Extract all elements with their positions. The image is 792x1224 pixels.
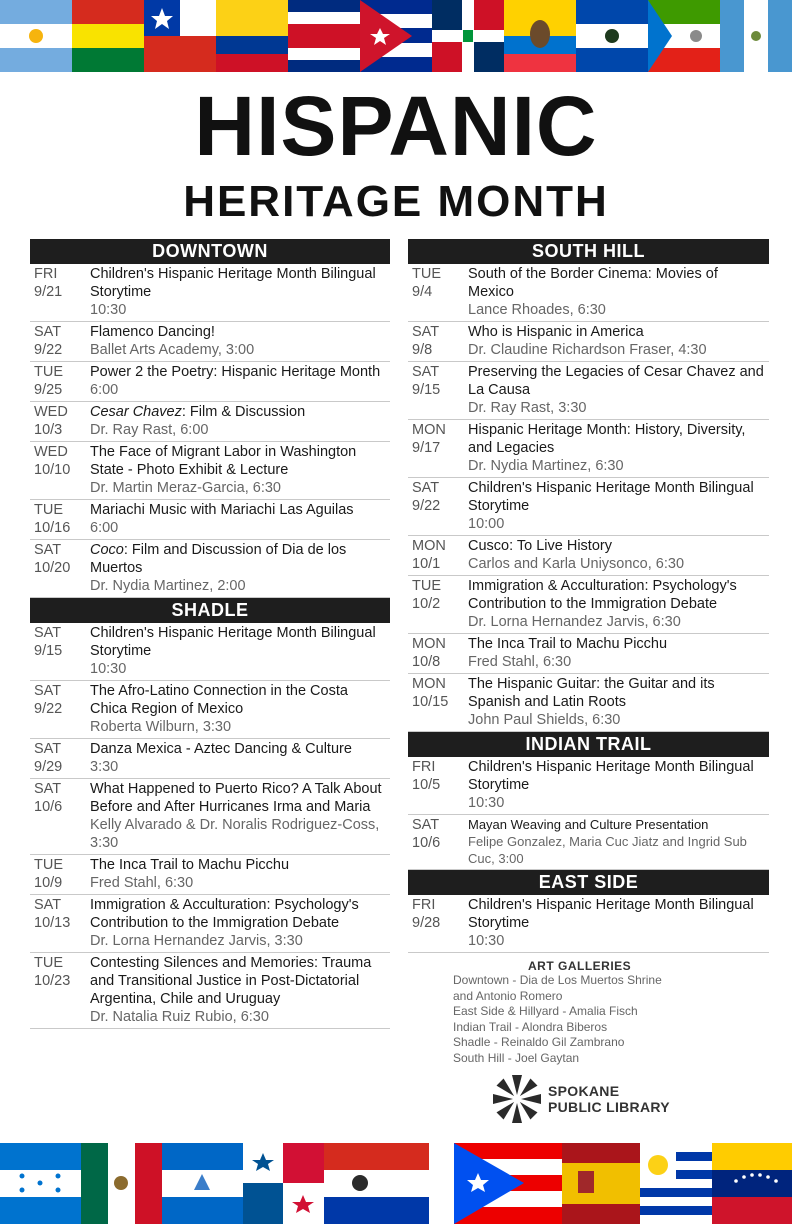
event-day: WED [34,444,68,460]
event-day: SAT [412,480,440,496]
event-date [30,403,90,439]
flag-el-salvador [576,0,648,72]
event-row [408,895,769,953]
event-title [90,856,388,874]
event-title-text: Children's Hispanic Heritage Month Bilingual Storytime [90,266,376,300]
event-body [468,323,769,359]
event-details: 10:00 [468,516,505,532]
event-details: Dr. Lorna Hernandez Jarvis, 6:30 [468,614,681,630]
event-body [468,577,769,631]
event-body [90,443,390,497]
event-date [408,421,468,475]
event-title-text: What Happened to Puerto Rico? A Talk About Before and After Hurricanes Irma and Maria [90,781,382,815]
event-date-value: 10/9 [34,875,63,891]
event-details: Dr. Claudine Richardson Fraser, 4:30 [468,342,707,358]
event-title-text: The Hispanic Guitar: the Guitar and its Spanish and Latin Roots [468,676,715,710]
event-row [30,953,390,1029]
event-row [408,634,769,674]
event-date [408,537,468,573]
flag-venezuela [712,1143,792,1224]
event-date [408,758,468,812]
event-title-text: Cusco: To Live History [468,538,612,554]
event-row [30,500,390,540]
event-row [30,402,390,442]
page-title: HISPANIC [194,79,598,173]
section-indian-trail [408,732,769,870]
event-day: SAT [34,542,62,558]
event-title-text: Mayan Weaving and Culture Presentation [468,817,709,832]
event-row [30,623,390,681]
flag-dominican-republic [432,0,504,72]
event-row [408,322,769,362]
event-body [90,780,390,852]
right-column [408,239,769,1126]
event-date-value: 10/6 [34,799,63,815]
event-details: Carlos and Karla Uniysonco, 6:30 [468,556,685,572]
event-date-value: 9/29 [34,759,63,775]
gallery-item: South Hill - Joel Gaytan [453,1050,580,1065]
event-details: 10:30 [468,795,505,811]
event-title [468,363,767,399]
event-body [468,265,769,319]
event-details: Roberta Wilburn, 3:30 [90,719,232,735]
event-day: FRI [412,897,436,913]
event-row [30,855,390,895]
event-details: Kelly Alvarado & Dr. Noralis Rodriguez-Coss, 3:30 [90,817,380,851]
event-date [30,323,90,359]
event-details: Fred Stahl, 6:30 [90,875,194,891]
section-header-indian-trail: INDIAN TRAIL [408,732,769,757]
event-title [90,443,388,479]
event-day: SAT [412,324,440,340]
event-body [468,635,769,671]
event-date [408,323,468,359]
library-logo-icon [490,1072,544,1126]
event-title [90,624,388,660]
event-title-text: Children's Hispanic Heritage Month Bilingual Storytime [468,480,754,514]
event-title [468,537,767,555]
event-day: TUE [34,364,63,380]
event-body [90,954,390,1026]
flag-paraguay [324,1143,429,1224]
event-row [408,362,769,420]
event-date [30,501,90,537]
event-row [408,815,769,870]
flag-mexico [81,1143,162,1224]
event-date-value: 10/10 [34,462,71,478]
event-day: MON [412,676,446,692]
event-date-value: 10/15 [412,694,449,710]
event-details: Dr. Natalia Ruiz Rubio, 6:30 [90,1009,269,1025]
event-title [468,479,767,515]
event-date [408,577,468,631]
flag-panama [243,1143,324,1224]
gallery-item: Downtown - Dia de Los Muertos Shrine [453,973,662,987]
event-details: John Paul Shields, 6:30 [468,712,621,728]
event-title-text: Contesting Silences and Memories: Trauma and Transitional Justice in Post-Dictatorial Argentina, Chile and Uruguay [90,955,372,1007]
event-day: WED [34,404,68,420]
flag-nicaragua [162,1143,243,1224]
event-body [90,403,390,439]
event-title [468,577,767,613]
event-details: Dr. Martin Meraz-Garcia, 6:30 [90,480,281,496]
event-body [90,501,390,537]
gallery-item: Indian Trail - Alondra Biberos [453,1019,608,1034]
event-date [408,635,468,671]
event-details: 10:30 [90,661,127,677]
event-day: TUE [412,578,441,594]
event-row [30,362,390,402]
indian-trail-event-list [408,757,769,870]
event-title-text: The Inca Trail to Machu Picchu [90,857,290,873]
top-flag-strip [0,0,792,72]
event-date [30,541,90,595]
event-body [90,682,390,736]
event-title [90,954,388,1008]
event-day: TUE [34,955,63,971]
event-title [468,758,767,794]
library-name-line2: PUBLIC LIBRARY [548,1099,670,1115]
art-galleries [408,959,769,1066]
flag-equatorial-guinea [648,0,720,72]
event-title-text: Who is Hispanic in America [468,324,644,340]
event-date [30,896,90,950]
flag-colombia [216,0,288,72]
event-date-value: 10/16 [34,520,71,536]
event-title-text: The Inca Trail to Machu Picchu [468,636,668,652]
event-date-value: 10/23 [34,973,71,989]
event-title [90,403,388,421]
event-date [30,954,90,1026]
event-date [30,265,90,319]
event-row [408,420,769,478]
event-row [30,739,390,779]
event-date-value: 9/4 [412,284,433,300]
event-body [468,675,769,729]
event-date-value: 9/28 [412,915,441,931]
event-title [90,265,388,301]
event-title [468,635,767,653]
flag-honduras [0,1143,81,1224]
event-date-value: 9/22 [34,342,63,358]
section-header-south-hill: SOUTH HILL [408,239,769,264]
gallery-item: East Side & Hillyard - Amalia Fisch [453,1004,638,1018]
library-name [548,1083,670,1115]
event-title [90,780,388,816]
event-day: MON [412,636,446,652]
event-row [30,264,390,322]
event-date [408,896,468,950]
event-body [90,856,390,892]
event-row [408,674,769,732]
event-date-value: 10/5 [412,777,441,793]
event-row [408,264,769,322]
event-title-italic: Cesar Chavez [90,404,182,420]
event-day: SAT [412,364,440,380]
event-body [468,896,769,950]
bottom-flag-strip [0,1143,792,1224]
event-row [30,681,390,739]
event-date-value: 10/13 [34,915,71,931]
event-title [468,421,767,457]
section-downtown [30,239,390,598]
event-date-value: 9/15 [34,643,63,659]
event-title [90,541,388,577]
event-title-text: Power 2 the Poetry: Hispanic Heritage Month [90,364,381,380]
section-south-hill [408,239,769,732]
event-day: MON [412,422,446,438]
event-details: Lance Rhoades, 6:30 [468,302,606,318]
flag-puerto-rico [454,1143,562,1224]
art-galleries-title: ART GALLERIES [528,959,632,973]
section-header-downtown: DOWNTOWN [30,239,390,264]
flag-cuba [360,0,432,72]
event-title-text: Hispanic Heritage Month: History, Diversity, and Legacies [468,422,746,456]
event-body [468,758,769,812]
event-day: TUE [34,857,63,873]
event-title-text: Flamenco Dancing! [90,324,215,340]
event-body [90,541,390,595]
event-row [30,322,390,362]
event-title [90,363,388,381]
event-body [468,537,769,573]
event-date [408,816,468,867]
event-date [30,856,90,892]
event-title-text: The Afro-Latino Connection in the Costa Chica Region of Mexico [90,683,348,717]
event-date-value: 9/22 [34,701,63,717]
event-details: Dr. Nydia Martinez, 2:00 [90,578,246,594]
event-title-text: : Film and Discussion of Dia de los Muertos [90,542,347,576]
south-hill-event-list [408,264,769,732]
event-row [408,757,769,815]
event-details: 6:00 [90,520,119,536]
section-east-side [408,870,769,953]
event-date-value: 10/1 [412,556,441,572]
event-date [30,363,90,399]
event-title [468,816,767,833]
event-body [90,624,390,678]
event-title-italic: Coco [90,542,124,558]
event-date-value: 9/17 [412,440,441,456]
downtown-event-list [30,264,390,598]
gallery-item: Shadle - Reinaldo Gil Zambrano [453,1035,625,1049]
event-title-text: Preserving the Legacies of Cesar Chavez and La Causa [468,364,764,398]
event-day: SAT [34,781,62,797]
event-details: Dr. Ray Rast, 3:30 [468,400,587,416]
event-details: 10:30 [468,933,505,949]
spokane-public-library-logo [408,1072,769,1126]
event-title-text: Immigration & Acculturation: Psychology's Contribution to the Immigration Debate [90,897,359,931]
event-title [90,501,388,519]
event-details: Dr. Nydia Martinez, 6:30 [468,458,624,474]
event-day: FRI [412,759,436,775]
event-date [408,363,468,417]
event-date [30,624,90,678]
east-side-event-list [408,895,769,953]
event-day: SAT [412,817,440,833]
event-row [30,895,390,953]
flag-uruguay [640,1143,712,1224]
event-title [90,682,388,718]
event-row [30,779,390,855]
event-date [30,443,90,497]
event-body [468,479,769,533]
event-title-text: The Face of Migrant Labor in Washington State - Photo Exhibit & Lecture [90,444,357,478]
event-details: 6:00 [90,382,119,398]
section-header-east-side: EAST SIDE [408,870,769,895]
event-day: SAT [34,741,62,757]
event-day: TUE [412,266,441,282]
left-column [30,239,390,1029]
event-row [30,540,390,598]
event-day: SAT [34,897,62,913]
event-row [408,576,769,634]
event-details: 3:30 [90,759,119,775]
event-date [30,780,90,852]
event-title [468,265,767,301]
event-day: SAT [34,683,62,699]
event-title-text: South of the Border Cinema: Movies of Mexico [468,266,718,300]
event-body [90,363,390,399]
flag-argentina [0,0,72,72]
event-date [30,682,90,736]
event-day: MON [412,538,446,554]
event-body [468,363,769,417]
shadle-event-list [30,623,390,1029]
event-day: SAT [34,324,62,340]
event-title [468,896,767,932]
event-date-value: 10/2 [412,596,441,612]
event-day: FRI [34,266,58,282]
event-body [90,740,390,776]
flag-costa-rica [288,0,360,72]
flag-ecuador [504,0,576,72]
event-date-value: 9/21 [34,284,63,300]
event-date-value: 9/15 [412,382,441,398]
section-header-shadle: SHADLE [30,598,390,623]
event-title-text: Danza Mexica - Aztec Dancing & Culture [90,741,352,757]
event-date [408,675,468,729]
event-row [408,536,769,576]
event-body [90,323,390,359]
event-date [30,740,90,776]
event-date-value: 10/8 [412,654,441,670]
event-body [90,896,390,950]
event-details: Fred Stahl, 6:30 [468,654,572,670]
flag-chile [144,0,216,72]
event-date-value: 10/3 [34,422,63,438]
flag-spain [562,1143,640,1224]
event-day: TUE [34,502,63,518]
event-date [408,265,468,319]
flag-bolivia [72,0,144,72]
event-details: Dr. Ray Rast, 6:00 [90,422,209,438]
event-title [90,323,388,341]
event-title [468,323,767,341]
event-date-value: 9/8 [412,342,433,358]
event-row [408,478,769,536]
library-name-line1: SPOKANE [548,1083,620,1099]
event-title-text: : Film & Discussion [181,404,306,420]
event-title-text: Children's Hispanic Heritage Month Bilingual Storytime [90,625,376,659]
event-date-value: 10/20 [34,560,71,576]
flag-guatemala [720,0,792,72]
event-date-value: 9/22 [412,498,441,514]
event-body [468,421,769,475]
event-details: Felipe Gonzalez, Maria Cuc Jiatz and Ingrid Sub Cuc, 3:00 [468,834,747,866]
event-day: SAT [34,625,62,641]
event-date-value: 9/25 [34,382,63,398]
event-title [90,896,388,932]
page-subtitle: HERITAGE MONTH [183,177,609,226]
event-date [408,479,468,533]
event-details: Ballet Arts Academy, 3:00 [90,342,255,358]
event-title-text: Children's Hispanic Heritage Month Bilingual Storytime [468,759,754,793]
event-title [90,740,388,758]
event-body [468,816,769,867]
event-date-value: 10/6 [412,835,441,851]
event-title [468,675,767,711]
event-details: Dr. Lorna Hernandez Jarvis, 3:30 [90,933,303,949]
gallery-item: and Antonio Romero [453,988,563,1003]
event-title-text: Children's Hispanic Heritage Month Bilingual Storytime [468,897,754,931]
event-body [90,265,390,319]
event-title-text: Immigration & Acculturation: Psychology's Contribution to the Immigration Debate [468,578,737,612]
event-details: 10:30 [90,302,127,318]
section-shadle [30,598,390,1029]
event-title-text: Mariachi Music with Mariachi Las Aguilas [90,502,354,518]
event-row [30,442,390,500]
